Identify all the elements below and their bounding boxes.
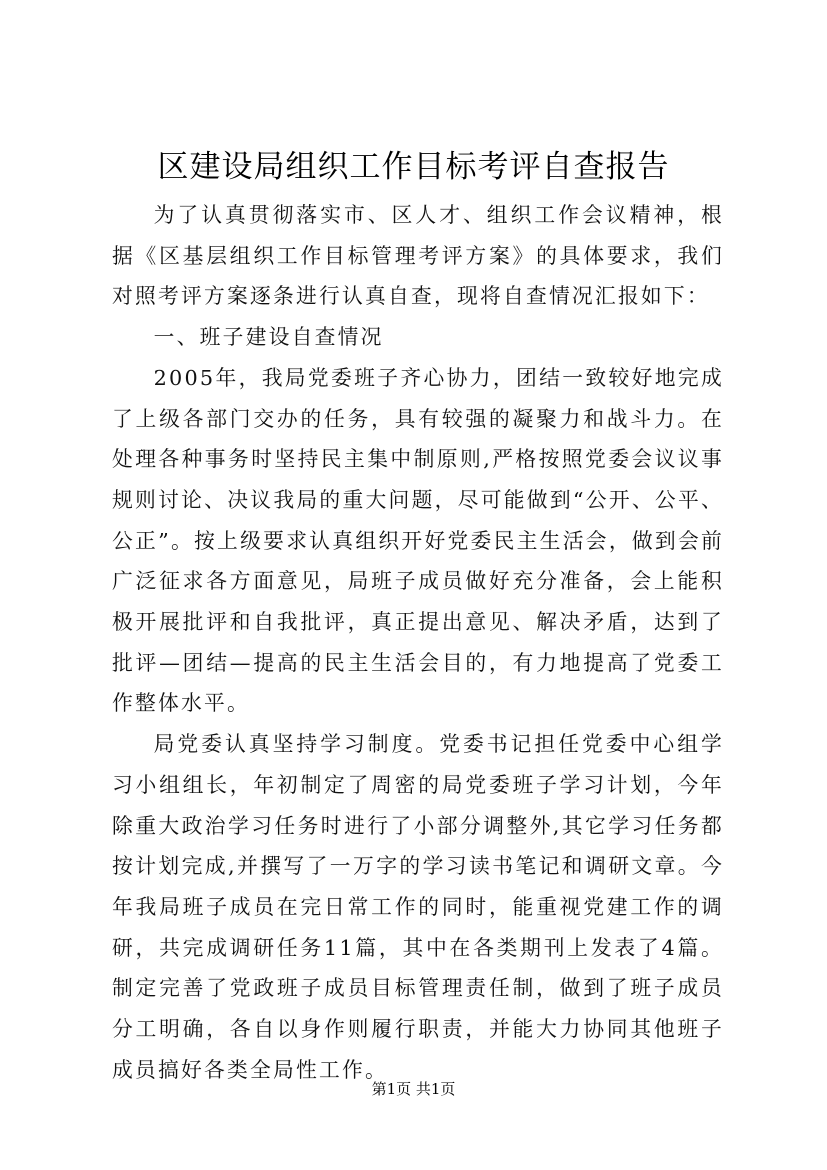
document-title: 区建设局组织工作目标考评自查报告 [157, 149, 670, 185]
intro-paragraph: 为了认真贯彻落实市、区人才、组织工作会议精神，根据《区基层组织工作目标管理考评方案》的具体要求，我们对照考评方案逐条进行认真自查，现将自查情况汇报如下： [112, 203, 724, 309]
section-heading: 一、班子建设自查情况 [153, 325, 384, 350]
page-footer: 第1页 共1页 [371, 1080, 456, 1098]
body-paragraph: 局党委认真坚持学习制度。党委书记担任党委中心组学习小组组长，年初制定了周密的局党委班子学习计划，今年除重大政治学习任务时进行了小部分调整外,其它学习任务都按计划完成,并撰写了一万字的学习读书笔记和调研文章。今年我局班子成员在完日常工作的同时，能重视党建工作的调研，共完成调研任务11篇，其中在各类期刊上发表了4篇。制定完善了党政班子成员目标管理责任制，做到了班子成员分工明确，各自以身作则履行职责，并能大力协同其他班子成员搞好各类全局性工作。 [112, 732, 724, 1082]
document-body [112, 195, 724, 1090]
body-paragraph: 2005年，我局党委班子齐心协力，团结一致较好地完成了上级各部门交办的任务，具有较强的凝聚力和战斗力。在处理各种事务时坚持民主集中制原则,严格按照党委会议议事规则讨论、决议我局的重大问题，尽可能做到“公开、公平、公正”。按上级要求认真组织开好党委民主生活会，做到会前广泛征求各方面意见，局班子成员做好充分准备，会上能积极开展批评和自我批评，真正提出意见、解决矛盾，达到了批评—团结—提高的民主生活会目的，有力地提高了党委工作整体水平。 [112, 365, 724, 716]
